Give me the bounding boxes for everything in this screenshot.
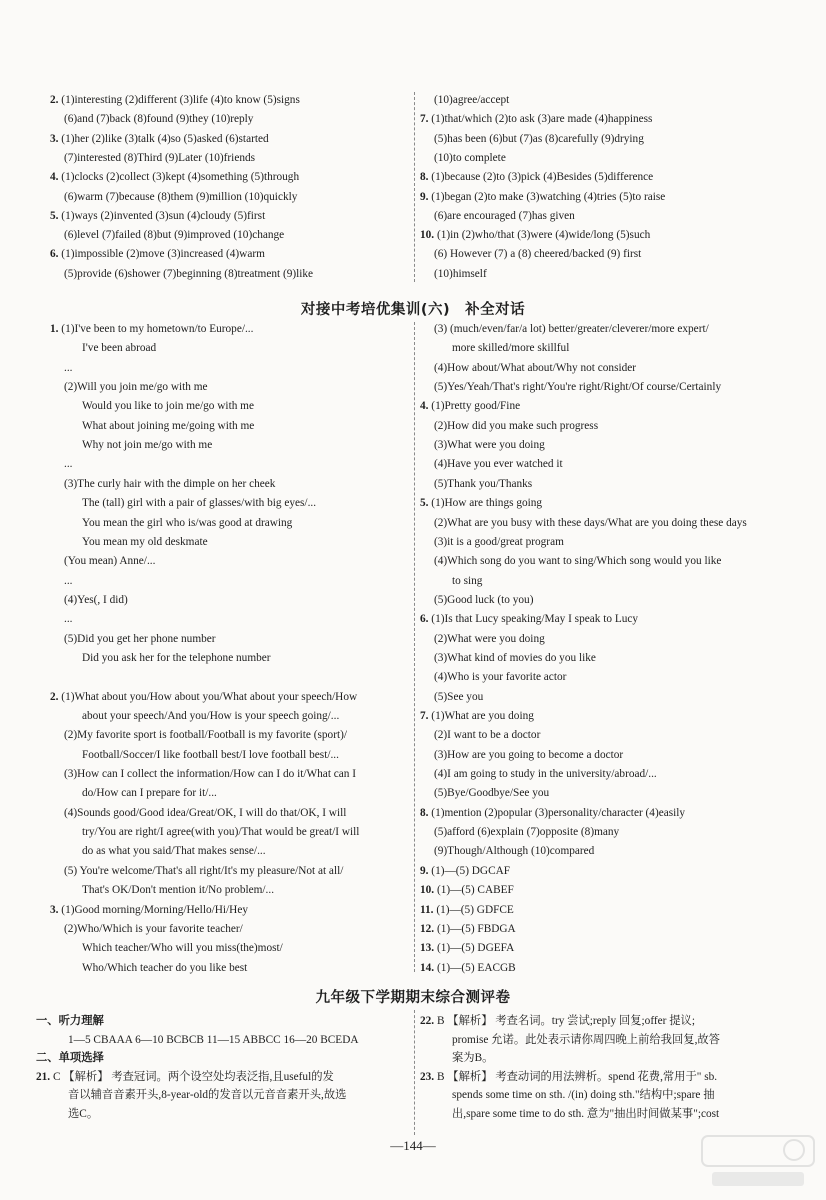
column-divider-bottom: [414, 1010, 415, 1135]
answer-line: Who/Which teacher do you like best: [82, 961, 248, 974]
answer-line: (6)level (7)failed (8)but (9)improved (10)change: [64, 229, 285, 242]
answer-line: 案为B。: [452, 1052, 494, 1065]
item-number: 9.: [420, 864, 429, 877]
answer-line: 4. (1)Pretty good/Fine: [420, 400, 521, 413]
answer-line: (4)Have you ever watched it: [434, 458, 563, 471]
answer-line: (5)afford (6)explain (7)opposite (8)many: [434, 826, 620, 839]
answer-line: Football/Soccer/I like football best/I love football best/...: [82, 748, 339, 761]
column-divider-top: [414, 92, 415, 282]
answer-line: I've been abroad: [82, 342, 157, 355]
answer-line: try/You are right/I agree(with you)/That would be great/I will: [82, 826, 360, 839]
item-number: 4.: [50, 171, 59, 184]
answer-line: 3. (1)her (2)like (3)talk (4)so (5)asked (6)started: [50, 132, 269, 145]
answer-line: The (tall) girl with a pair of glasses/with big eyes/...: [82, 497, 317, 510]
item-number: 5.: [50, 209, 59, 222]
answer-line: ...: [64, 613, 73, 626]
answer-line: (5)has been (6)but (7)as (8)carefully (9)drying: [434, 132, 644, 145]
answer-line: [36, 1051, 104, 1065]
answer-line: (10)agree/accept: [434, 94, 510, 106]
answer-line: (4)Sounds good/Good idea/Great/OK, I will do that/OK, I will: [64, 806, 347, 819]
item-number: 6.: [420, 613, 429, 626]
answer-line: promise 允诺。此处表示请你周四晚上前给我回复,故答: [452, 1033, 720, 1046]
answer-line: 10. (1)—(5) CABEF: [420, 884, 514, 897]
answer-line: (6)and (7)back (8)found (9)they (10)reply: [64, 113, 254, 126]
item-number: 12.: [420, 922, 435, 935]
answer-line: 1. (1)I've been to my hometown/to Europe/...: [50, 323, 254, 335]
answer-line: (4)How about/What about/Why not consider: [434, 361, 637, 374]
answer-line: (6)warm (7)because (8)them (9)million (10)quickly: [64, 190, 298, 203]
answer-line: (10)himself: [434, 267, 487, 280]
item-number: 10.: [420, 884, 435, 897]
answer-line: (6)are encouraged (7)has given: [434, 209, 575, 222]
watermark-logo-icon: [698, 1132, 818, 1192]
answer-line: (5)Did you get her phone number: [64, 632, 216, 645]
answer-line: Did you ask her for the telephone number: [82, 651, 271, 664]
answer-line: (3)How can I collect the information/How can I do it/What can I: [64, 768, 357, 781]
exam-title: 九年级下学期期末综合测评卷: [315, 990, 511, 1006]
answer-line: 5. (1)ways (2)invented (3)sun (4)cloudy (5)first: [50, 209, 266, 222]
answer-line: (3)What kind of movies do you like: [434, 651, 596, 664]
item-number: 21.: [36, 1070, 51, 1083]
answer-line: (You mean) Anne/...: [64, 555, 156, 568]
answer-line: (3) (much/even/far/a lot) better/greater/cleverer/more expert/: [434, 323, 709, 335]
answer-line: 9. (1)—(5) DGCAF: [420, 864, 511, 877]
answer-line: You mean the girl who is/was good at drawing: [82, 516, 293, 529]
answer-line: 13. (1)—(5) DGEFA: [420, 942, 515, 955]
item-number: 二、单项选择: [36, 1052, 104, 1065]
answer-line: 11. (1)—(5) GDFCE: [420, 903, 514, 916]
answer-line: (3)it is a good/great program: [434, 535, 564, 548]
answer-line: 4. (1)clocks (2)collect (3)kept (4)something (5)through: [50, 171, 300, 184]
answer-line: 23. B 【解析】 考查动词的用法辨析。spend 花费,常用于" sb.: [420, 1070, 718, 1083]
item-number: 11.: [420, 903, 434, 916]
answer-line: about your speech/And you/How is your speech going/...: [82, 710, 340, 722]
answer-line: to sing: [452, 574, 483, 587]
item-number: 2.: [50, 94, 59, 106]
answer-line: more skilled/more skillful: [452, 342, 570, 355]
answer-line: (7)interested (8)Third (9)Later (10)friends: [64, 151, 256, 164]
answer-line: (2)My favorite sport is football/Football is my favorite (sport)/: [64, 729, 348, 742]
answer-line: (2)What were you doing: [434, 632, 545, 645]
answer-line: (3)How are you going to become a doctor: [434, 748, 624, 761]
answer-line: (2)I want to be a doctor: [434, 729, 541, 742]
answer-line: 14. (1)—(5) EACGB: [420, 961, 516, 974]
item-number: 7.: [420, 710, 429, 722]
item-number: 1.: [50, 323, 59, 335]
answer-line: do/How can I prepare for it/...: [82, 787, 217, 800]
item-number: 14.: [420, 961, 435, 974]
answer-line: 5. (1)How are things going: [420, 497, 543, 510]
column-divider-mid: [414, 322, 415, 972]
answer-line: ...: [64, 574, 73, 587]
answer-line: You mean my old deskmate: [82, 535, 208, 548]
answer-line: (2)Who/Which is your favorite teacher/: [64, 922, 243, 935]
answer-line: 2. (1)What about you/How about you/What about your speech/How: [50, 690, 358, 703]
answer-line: Which teacher/Who will you miss(the)most/: [82, 942, 283, 955]
answer-line: 10. (1)in (2)who/that (3)were (4)wide/long (5)such: [420, 229, 651, 242]
answer-line: (3)What were you doing: [434, 439, 545, 452]
answer-line: (5)provide (6)shower (7)beginning (8)treatment (9)like: [64, 267, 314, 280]
answer-line: 选C。: [68, 1108, 99, 1120]
item-number: 8.: [420, 806, 429, 819]
item-number: 8.: [420, 171, 429, 184]
answer-line: (5)Bye/Goodbye/See you: [434, 787, 550, 800]
answer-line: 22. B 【解析】 考查名词。try 尝试;reply 回复;offer 提议;: [420, 1015, 695, 1027]
item-number: 10.: [420, 229, 435, 242]
answer-line: (4)I am going to study in the university/abroad/...: [434, 768, 657, 781]
answer-line: 8. (1)mention (2)popular (3)personality/character (4)easily: [420, 806, 686, 819]
answer-line: That's OK/Don't mention it/No problem/...: [82, 884, 275, 897]
answer-line: ...: [64, 361, 73, 374]
answer-line: 8. (1)because (2)to (3)pick (4)Besides (5)difference: [420, 171, 654, 184]
answer-line: (4)Who is your favorite actor: [434, 671, 567, 684]
answer-line: (4)Yes(, I did): [64, 593, 128, 606]
answer-line: (3)The curly hair with the dimple on her cheek: [64, 477, 276, 490]
answer-line: Would you like to join me/go with me: [82, 400, 254, 413]
answer-line: 21. C 【解析】 考查冠词。两个设空处均表泛指,且useful的发: [36, 1070, 334, 1083]
answer-line: [36, 1014, 104, 1028]
answer-line: (2)Will you join me/go with me: [64, 381, 208, 394]
answer-line: 12. (1)—(5) FBDGA: [420, 922, 516, 935]
answer-line: 6. (1)Is that Lucy speaking/May I speak to Lucy: [420, 613, 639, 626]
page-number: —144—: [390, 1138, 436, 1153]
item-number: 3.: [50, 903, 59, 916]
answer-line: (5)Thank you/Thanks: [434, 477, 533, 490]
answer-line: 7. (1)What are you doing: [420, 710, 534, 722]
answer-line: 3. (1)Good morning/Morning/Hello/Hi/Hey: [50, 903, 248, 916]
answer-line: ...: [64, 458, 73, 471]
answer-line: 2. (1)interesting (2)different (3)life (4)to know (5)signs: [50, 94, 300, 106]
item-number: 4.: [420, 400, 429, 413]
answer-line: 9. (1)began (2)to make (3)watching (4)tries (5)to raise: [420, 190, 666, 203]
answer-line: 出,spare some time to do sth. 意为"抽出时间做某事";cost: [452, 1108, 720, 1120]
answer-line: (5)Good luck (to you): [434, 593, 534, 606]
item-number: 23.: [420, 1070, 435, 1083]
item-number: 7.: [420, 113, 429, 126]
answer-line: (2)How did you make such progress: [434, 419, 599, 432]
answer-line: do as what you said/That makes sense/...: [82, 845, 266, 858]
item-number: 一、听力理解: [36, 1015, 104, 1027]
answer-line: 7. (1)that/which (2)to ask (3)are made (4)happiness: [420, 113, 653, 126]
answer-line: 1—5 CBAAA 6—10 BCBCB 11—15 ABBCC 16—20 BCEDA: [68, 1033, 359, 1046]
answer-line: 音以辅音音素开头,8-year-old的发音以元音音素开头,故选: [68, 1089, 347, 1102]
item-number: 9.: [420, 190, 429, 203]
answer-line: (5)Yes/Yeah/That's right/You're right/Right/Of course/Certainly: [434, 381, 722, 394]
item-number: 2.: [50, 690, 59, 703]
answer-line: (9)Though/Although (10)compared: [434, 845, 595, 858]
answer-line: (4)Which song do you want to sing/Which song would you like: [434, 555, 722, 568]
item-number: 3.: [50, 132, 59, 145]
item-number: 22.: [420, 1015, 435, 1027]
answer-line: (10)to complete: [434, 151, 506, 164]
answer-line: (2)What are you busy with these days/What are you doing these days: [434, 516, 747, 529]
answer-line: spends some time on sth. /(in) doing sth."结构中;spare 抽: [452, 1089, 715, 1102]
item-number: 5.: [420, 497, 429, 510]
item-number: 6.: [50, 248, 59, 261]
section-title: 对接中考培优集训(六) 补全对话: [300, 302, 526, 318]
answer-line: 6. (1)impossible (2)move (3)increased (4)warm: [50, 248, 265, 261]
answer-line: (5)See you: [434, 690, 484, 703]
answer-line: What about joining me/going with me: [82, 419, 255, 432]
answer-line: (6) However (7) a (8) cheered/backed (9) first: [434, 248, 642, 261]
answer-line: (5) You're welcome/That's all right/It's my pleasure/Not at all/: [64, 864, 344, 877]
answer-line: Why not join me/go with me: [82, 439, 213, 452]
item-number: 13.: [420, 942, 435, 955]
